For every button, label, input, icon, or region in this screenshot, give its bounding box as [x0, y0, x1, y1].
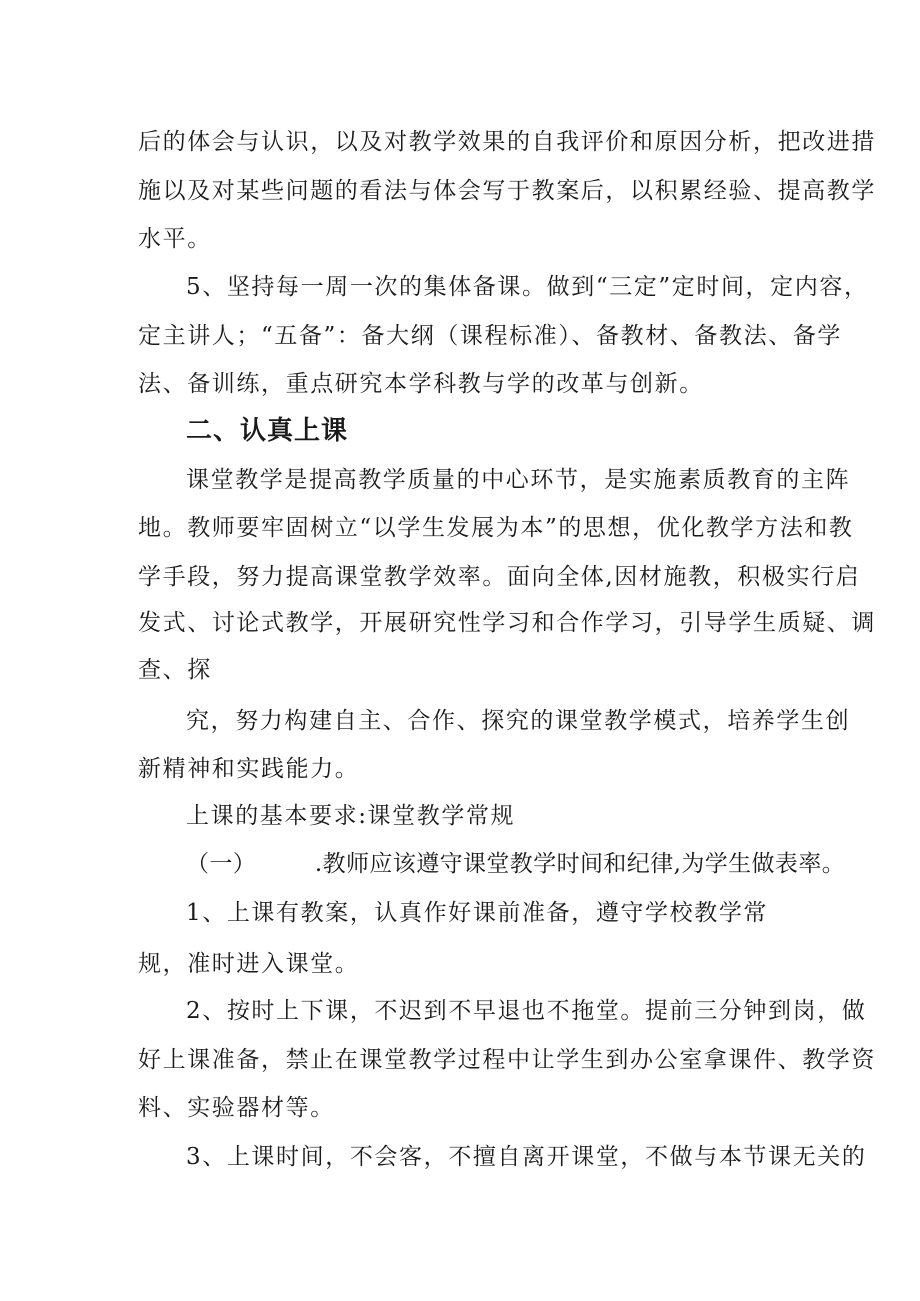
paragraph-8-line-2: 好上课准备，禁止在课堂教学过程中让学生到办公室拿课件、教学资	[138, 1047, 876, 1073]
paragraph-8-line-3: 料、实验器材等。	[138, 1095, 335, 1121]
paragraph-7-line-2: 规，准时进入课堂。	[138, 951, 360, 977]
paragraph-6-line-1: （一） .教师应该遵守课堂教学时间和纪律,为学生做表率。	[186, 851, 846, 877]
paragraph-3-line-1: 课堂教学是提高教学质量的中心环节，是实施素质教育的主阵	[186, 467, 851, 493]
paragraph-9-line-1: 3、上课时间，不会客，不擅自离开课堂，不做与本节课无关的	[186, 1144, 867, 1170]
section-heading: 二、认真上课	[186, 416, 349, 446]
paragraph-5-line-1: 上课的基本要求:课堂教学常规	[186, 803, 516, 829]
paragraph-1-line-3: 水平。	[138, 226, 212, 252]
paragraph-1-line-2: 施以及对某些问题的看法与体会写于教案后，以积累经验、提高教学	[138, 178, 876, 204]
paragraph-2-line-2: 定主讲人；“五备”：备大纲（课程标准）、备教材、备教法、备学	[138, 323, 843, 349]
paragraph-2-line-1: 5、坚持每一周一次的集体备课。做到“三定”定时间，定内容，	[186, 274, 869, 300]
paragraph-3-line-2: 地。教师要牢固树立“以学生发展为本”的思想，优化教学方法和教	[138, 515, 854, 541]
paragraph-1-line-1: 后的体会与认识，以及对教学效果的自我评价和原因分析，把改进措	[138, 129, 876, 155]
paragraph-3-line-4: 发式、讨论式教学，开展研究性学习和合作学习，引导学生质疑、调	[138, 610, 876, 636]
paragraph-4-line-1: 究，努力构建自主、合作、探究的课堂教学模式，培养学生创	[186, 708, 851, 734]
paragraph-3-line-5: 查、探	[138, 657, 212, 683]
paragraph-4-line-2: 新精神和实践能力。	[138, 756, 360, 782]
paragraph-8-line-1: 2、按时上下课，不迟到不早退也不拖堂。提前三分钟到岗，做	[186, 998, 867, 1024]
paragraph-2-line-3: 法、备训练，重点研究本学科教与学的改革与创新。	[138, 371, 704, 397]
paragraph-3-line-3: 学手段，努力提高课堂教学效率。面向全体,因材施教，积极实行启	[138, 564, 861, 590]
paragraph-7-line-1: 1、上课有教案，认真作好课前准备，遵守学校教学常	[186, 900, 769, 926]
